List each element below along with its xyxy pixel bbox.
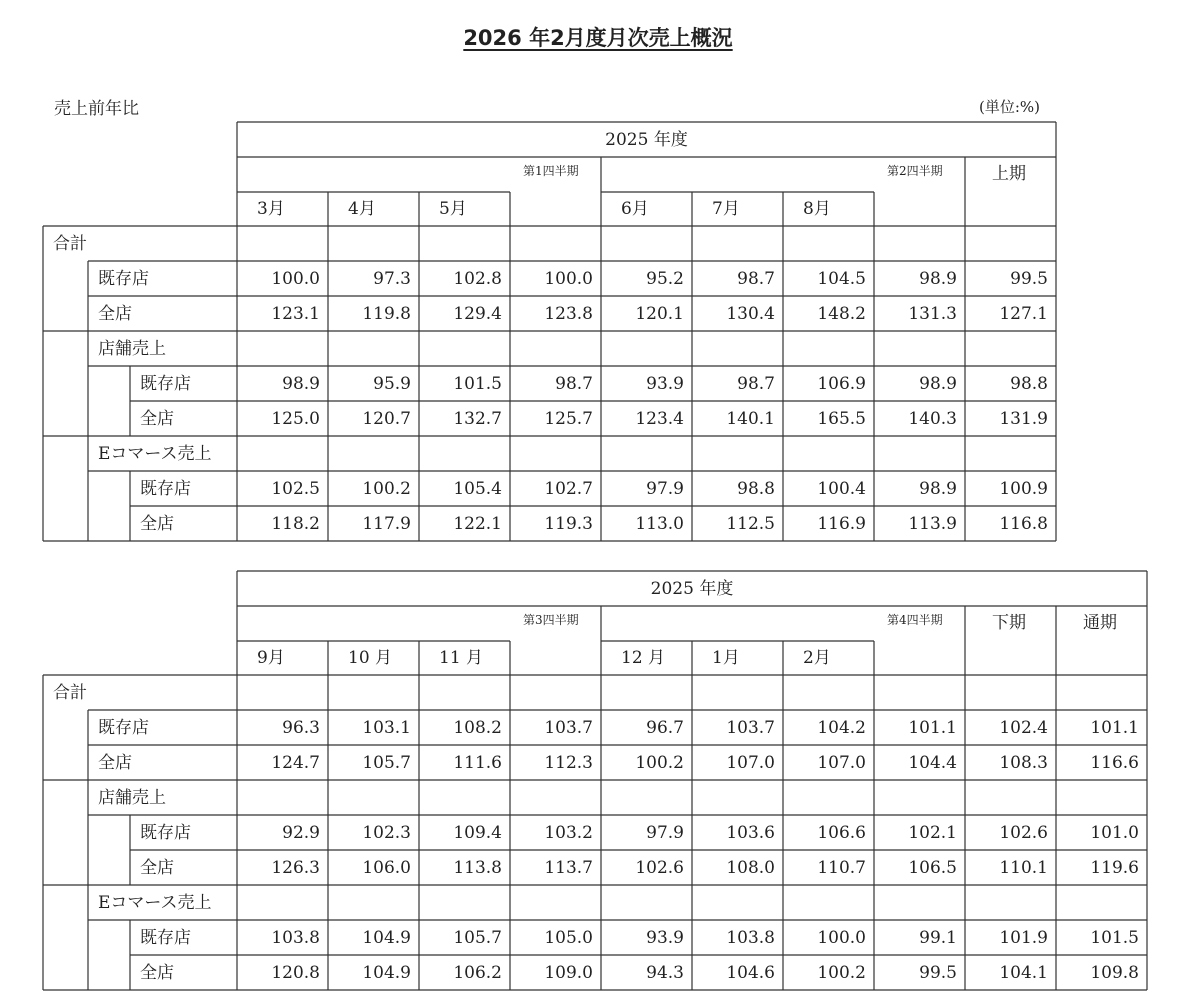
table-cell-value: 103.1	[362, 717, 411, 738]
month-header: 3月	[257, 199, 285, 219]
table-cell-value: 102.6	[999, 822, 1048, 843]
table-cell-value: 102.3	[362, 822, 411, 843]
table-cell-value: 116.6	[1090, 752, 1139, 773]
table-cell-value: 98.7	[555, 373, 593, 394]
table-cell-value: 109.4	[453, 822, 502, 843]
month-header: 12 月	[621, 648, 666, 668]
fiscal-year-header: 2025 年度	[605, 129, 688, 150]
table-cell-value: 103.8	[271, 927, 320, 948]
table-cell-value: 129.4	[453, 303, 502, 324]
quarter-header: 第2四半期	[887, 164, 943, 178]
unit-note: (単位:%)	[979, 98, 1041, 116]
table-cell-value: 95.9	[373, 373, 411, 394]
section-subtitle: 売上前年比	[54, 99, 139, 119]
table-cell-value: 104.2	[817, 717, 866, 738]
month-header: 4月	[348, 199, 376, 219]
month-header: 5月	[439, 199, 467, 219]
table-cell-value: 94.3	[646, 962, 684, 983]
row-label-all: 全店	[140, 513, 174, 534]
table-cell-value: 109.8	[1090, 962, 1139, 983]
table-cell-value: 101.5	[453, 373, 502, 394]
row-label-all: 全店	[140, 857, 174, 878]
table-cell-value: 98.9	[919, 373, 957, 394]
table-cell-value: 93.9	[646, 927, 684, 948]
row-label-all: 全店	[140, 408, 174, 429]
table-cell-value: 101.9	[999, 927, 1048, 948]
table-cell-value: 101.5	[1090, 927, 1139, 948]
table-cell-value: 140.3	[908, 408, 957, 429]
table-cell-value: 108.0	[726, 857, 775, 878]
table-cell-value: 103.7	[544, 717, 593, 738]
table-cell-value: 104.5	[817, 268, 866, 289]
table-cell-value: 95.2	[646, 268, 684, 289]
table-cell-value: 120.8	[271, 962, 320, 983]
table-cell-value: 107.0	[726, 752, 775, 773]
table-cell-value: 102.8	[453, 268, 502, 289]
table-cell-value: 148.2	[817, 303, 866, 324]
month-header: 11 月	[439, 648, 484, 668]
table-cell-value: 106.0	[362, 857, 411, 878]
table-cell-value: 105.4	[453, 478, 502, 499]
quarter-header: 第3四半期	[523, 613, 579, 627]
table-cell-value: 102.7	[544, 478, 593, 499]
table-cell-value: 113.0	[635, 513, 684, 534]
table-cell-value: 123.1	[271, 303, 320, 324]
row-label-existing: 既存店	[98, 268, 149, 289]
table-cell-value: 102.1	[908, 822, 957, 843]
month-header: 10 月	[348, 648, 393, 668]
table-cell-value: 104.4	[908, 752, 957, 773]
table-cell-value: 104.9	[362, 927, 411, 948]
table-cell-value: 104.1	[999, 962, 1048, 983]
row-label-existing: 既存店	[98, 717, 149, 738]
table-cell-value: 131.3	[908, 303, 957, 324]
table-cell-value: 100.0	[271, 268, 320, 289]
table-cell-value: 107.0	[817, 752, 866, 773]
table-cell-value: 113.8	[453, 857, 502, 878]
table-cell-value: 98.7	[737, 373, 775, 394]
table-cell-value: 117.9	[362, 513, 411, 534]
table-cell-value: 130.4	[726, 303, 775, 324]
table-cell-value: 97.3	[373, 268, 411, 289]
row-label-existing: 既存店	[140, 927, 191, 948]
table-cell-value: 104.6	[726, 962, 775, 983]
row-label-ec-sales: Eコマース売上	[98, 443, 212, 464]
table-cell-value: 119.6	[1090, 857, 1139, 878]
table-cell-value: 106.5	[908, 857, 957, 878]
table-cell-value: 123.4	[635, 408, 684, 429]
table-cell-value: 101.1	[1090, 717, 1139, 738]
table-cell-value: 98.8	[737, 478, 775, 499]
table-cell-value: 165.5	[817, 408, 866, 429]
table-cell-value: 131.9	[999, 408, 1048, 429]
table-cell-value: 103.7	[726, 717, 775, 738]
table-cell-value: 100.0	[817, 927, 866, 948]
table-cell-value: 103.2	[544, 822, 593, 843]
table-cell-value: 100.9	[999, 478, 1048, 499]
table-cell-value: 106.6	[817, 822, 866, 843]
table-cell-value: 112.3	[544, 752, 593, 773]
table-cell-value: 98.9	[282, 373, 320, 394]
row-label-ec-sales: Eコマース売上	[98, 892, 212, 913]
table-cell-value: 108.3	[999, 752, 1048, 773]
table-cell-value: 116.8	[999, 513, 1048, 534]
page-title: 2026 年2月度月次売上概況	[463, 26, 733, 50]
table-cell-value: 105.7	[362, 752, 411, 773]
table-cell-value: 125.7	[544, 408, 593, 429]
table-cell-value: 100.2	[362, 478, 411, 499]
table-cell-value: 101.0	[1090, 822, 1139, 843]
month-header: 9月	[257, 648, 285, 668]
table-cell-value: 124.7	[271, 752, 320, 773]
table-cell-value: 108.2	[453, 717, 502, 738]
row-label-total: 合計	[53, 682, 87, 703]
table-cell-value: 92.9	[282, 822, 320, 843]
table-cell-value: 105.0	[544, 927, 593, 948]
table-cell-value: 110.1	[999, 857, 1048, 878]
table-cell-value: 112.5	[726, 513, 775, 534]
fiscal-year-header: 2025 年度	[650, 578, 734, 599]
table-cell-value: 140.1	[726, 408, 775, 429]
table-cell-value: 132.7	[453, 408, 502, 429]
row-label-existing: 既存店	[140, 373, 191, 394]
table-cell-value: 100.2	[817, 962, 866, 983]
row-label-store-sales: 店舗売上	[98, 787, 166, 808]
month-header: 6月	[621, 199, 649, 219]
quarter-header: 第1四半期	[523, 164, 579, 178]
table-cell-value: 99.5	[1010, 268, 1048, 289]
table-cell-value: 101.1	[908, 717, 957, 738]
month-header: 1月	[712, 648, 740, 668]
table-cell-value: 97.9	[646, 822, 684, 843]
row-label-existing: 既存店	[140, 478, 191, 499]
table-cell-value: 120.1	[635, 303, 684, 324]
row-label-all: 全店	[98, 303, 132, 324]
table-cell-value: 98.9	[919, 268, 957, 289]
table-cell-value: 122.1	[453, 513, 502, 534]
table-cell-value: 111.6	[453, 752, 502, 773]
table-cell-value: 127.1	[999, 303, 1048, 324]
row-label-all: 全店	[140, 962, 174, 983]
table-cell-value: 98.8	[1010, 373, 1048, 394]
row-label-total: 合計	[53, 233, 87, 254]
table-cell-value: 105.7	[453, 927, 502, 948]
table-cell-value: 120.7	[362, 408, 411, 429]
table-cell-value: 106.2	[453, 962, 502, 983]
table-cell-value: 118.2	[271, 513, 320, 534]
row-label-existing: 既存店	[140, 822, 191, 843]
quarter-header: 第4四半期	[887, 613, 943, 627]
table-cell-value: 113.7	[544, 857, 593, 878]
month-header: 7月	[712, 199, 740, 219]
table-cell-value: 98.9	[919, 478, 957, 499]
table-cell-value: 102.5	[271, 478, 320, 499]
table-cell-value: 96.7	[646, 717, 684, 738]
table-cell-value: 103.6	[726, 822, 775, 843]
table-cell-value: 126.3	[271, 857, 320, 878]
table-cell-value: 96.3	[282, 717, 320, 738]
table-cell-value: 98.7	[737, 268, 775, 289]
month-header: 2月	[803, 648, 831, 668]
row-label-all: 全店	[98, 752, 132, 773]
table-cell-value: 106.9	[817, 373, 866, 394]
table-cell-value: 113.9	[908, 513, 957, 534]
table-cell-value: 100.0	[544, 268, 593, 289]
table-cell-value: 109.0	[544, 962, 593, 983]
table-cell-value: 104.9	[362, 962, 411, 983]
table-cell-value: 100.2	[635, 752, 684, 773]
table-cell-value: 123.8	[544, 303, 593, 324]
table-cell-value: 99.5	[919, 962, 957, 983]
table-cell-value: 119.3	[544, 513, 593, 534]
table-cell-value: 99.1	[919, 927, 957, 948]
table-cell-value: 102.4	[999, 717, 1048, 738]
table-cell-value: 93.9	[646, 373, 684, 394]
table-cell-value: 102.6	[635, 857, 684, 878]
table-cell-value: 100.4	[817, 478, 866, 499]
period-header: 通期	[1083, 612, 1117, 633]
table-cell-value: 116.9	[817, 513, 866, 534]
table-cell-value: 119.8	[362, 303, 411, 324]
table-cell-value: 97.9	[646, 478, 684, 499]
table-cell-value: 103.8	[726, 927, 775, 948]
table-cell-value: 110.7	[817, 857, 866, 878]
period-header: 上期	[992, 163, 1026, 184]
month-header: 8月	[803, 199, 831, 219]
period-header: 下期	[992, 612, 1026, 633]
table-cell-value: 125.0	[271, 408, 320, 429]
row-label-store-sales: 店舗売上	[98, 338, 166, 359]
